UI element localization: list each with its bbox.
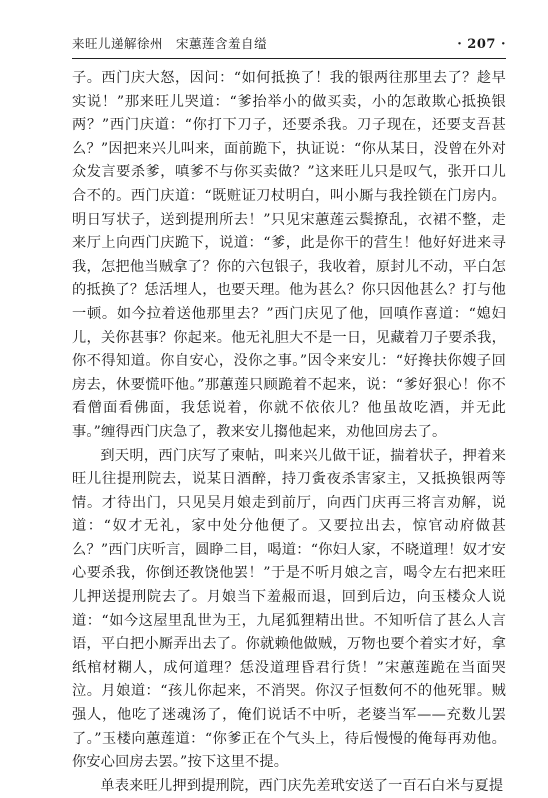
running-title: 来旺儿递解徐州 宋蕙莲含羞自缢 xyxy=(72,36,268,51)
paragraph: 到天明，西门庆写了柬帖，叫来兴儿做干证，揣着状子，押着来旺儿往提刑院去，说某日酒醉，持刀夤夜杀害家主，又抵换银两等情。才待出门，只见吴月娘走到前厅，向西门庆再三将言劝解，说道：“奴才无礼，家中处分他便了。又要拉出去，惊官动府做甚么？”西门庆听言，圆睁二目，喝道：“你妇人家，不晓道理！奴才安心要杀我，你倒还教饶他罢！”于是不听月娘之言，喝令左右把来旺儿押送提刑院去了。月娘当下羞赧而退，回到后边，向玉楼众人说道：“如今这屋里乱世为王，九尾狐狸精出世。不知听信了甚么人言语，平白把小厮弄出去了。你就赖他做贼，万物也要个着实才好，拿纸棺材糊人，成何道理？恁没道理昏君行货！”宋蕙莲跪在当面哭泣。月娘道：“孩儿你起来，不消哭。你汉子恒数何不的他死罪。贼强人，他吃了迷魂汤了，俺们说话不中听，老婆当军——充数儿罢了。”玉楼向蕙莲道：“你爹正在个气头上，待后慢慢的俺每再劝他。你安心回房去罢。”按下这里不提。 xyxy=(72,447,506,771)
running-header xyxy=(72,0,506,59)
paragraph-continued: 子。西门庆大怒，因问：“如何抵换了！我的银两往那里去了？趁早实说！”那来旺儿哭道：“爹抬举小的做买卖，小的怎敢欺心抵换银两？”西门庆道：“你打下刀子，还要杀我。刀子现在，还要支吾甚么？”因把来兴儿叫来，面前跪下，执证说：“你从某日，没曾在外对众发言要杀爹，嗔爹不与你买卖做？”这来旺儿只是叹气，张开口儿合不的。西门庆道：“既赃证刀杖明白，叫小厮与我拴锁在门房内。明日写状子，送到提刑所去！”只见宋蕙莲云鬓撩乱，衣裙不整，走来厅上向西门庆跪下，说道：“爹，此是你干的营生！他好好进来寻我，怎把他当贼拿了？你的六包银子，我收着，原封儿不动，平白怎的抵换了？恁活埋人，也要天理。他为甚么？你只因他甚么？打与他一顿。如今拉着送他那里去？”西门庆见了他，回嗔作喜道：“媳妇儿，关你甚事？你起来。他无礼胆大不是一日，见藏着刀子要杀我，你不得知道。你自安心，没你之事。”因令来安儿：“好搀扶你嫂子回房去，休要慌吓他。”那蕙莲只顾跪着不起来，说：“爹好狠心！你不看僧面看佛面，我恁说着，你就不依依儿？他虽故吃酒，并无此事。”缠得西门庆急了，教来安儿搊他起来，劝他回房去了。 xyxy=(72,70,506,440)
page-number: · 207 · xyxy=(457,37,506,52)
paragraph: 单表来旺儿押到提刑院，西门庆先差玳安送了一百石白米与夏提 xyxy=(100,777,504,794)
body-text xyxy=(72,67,506,798)
